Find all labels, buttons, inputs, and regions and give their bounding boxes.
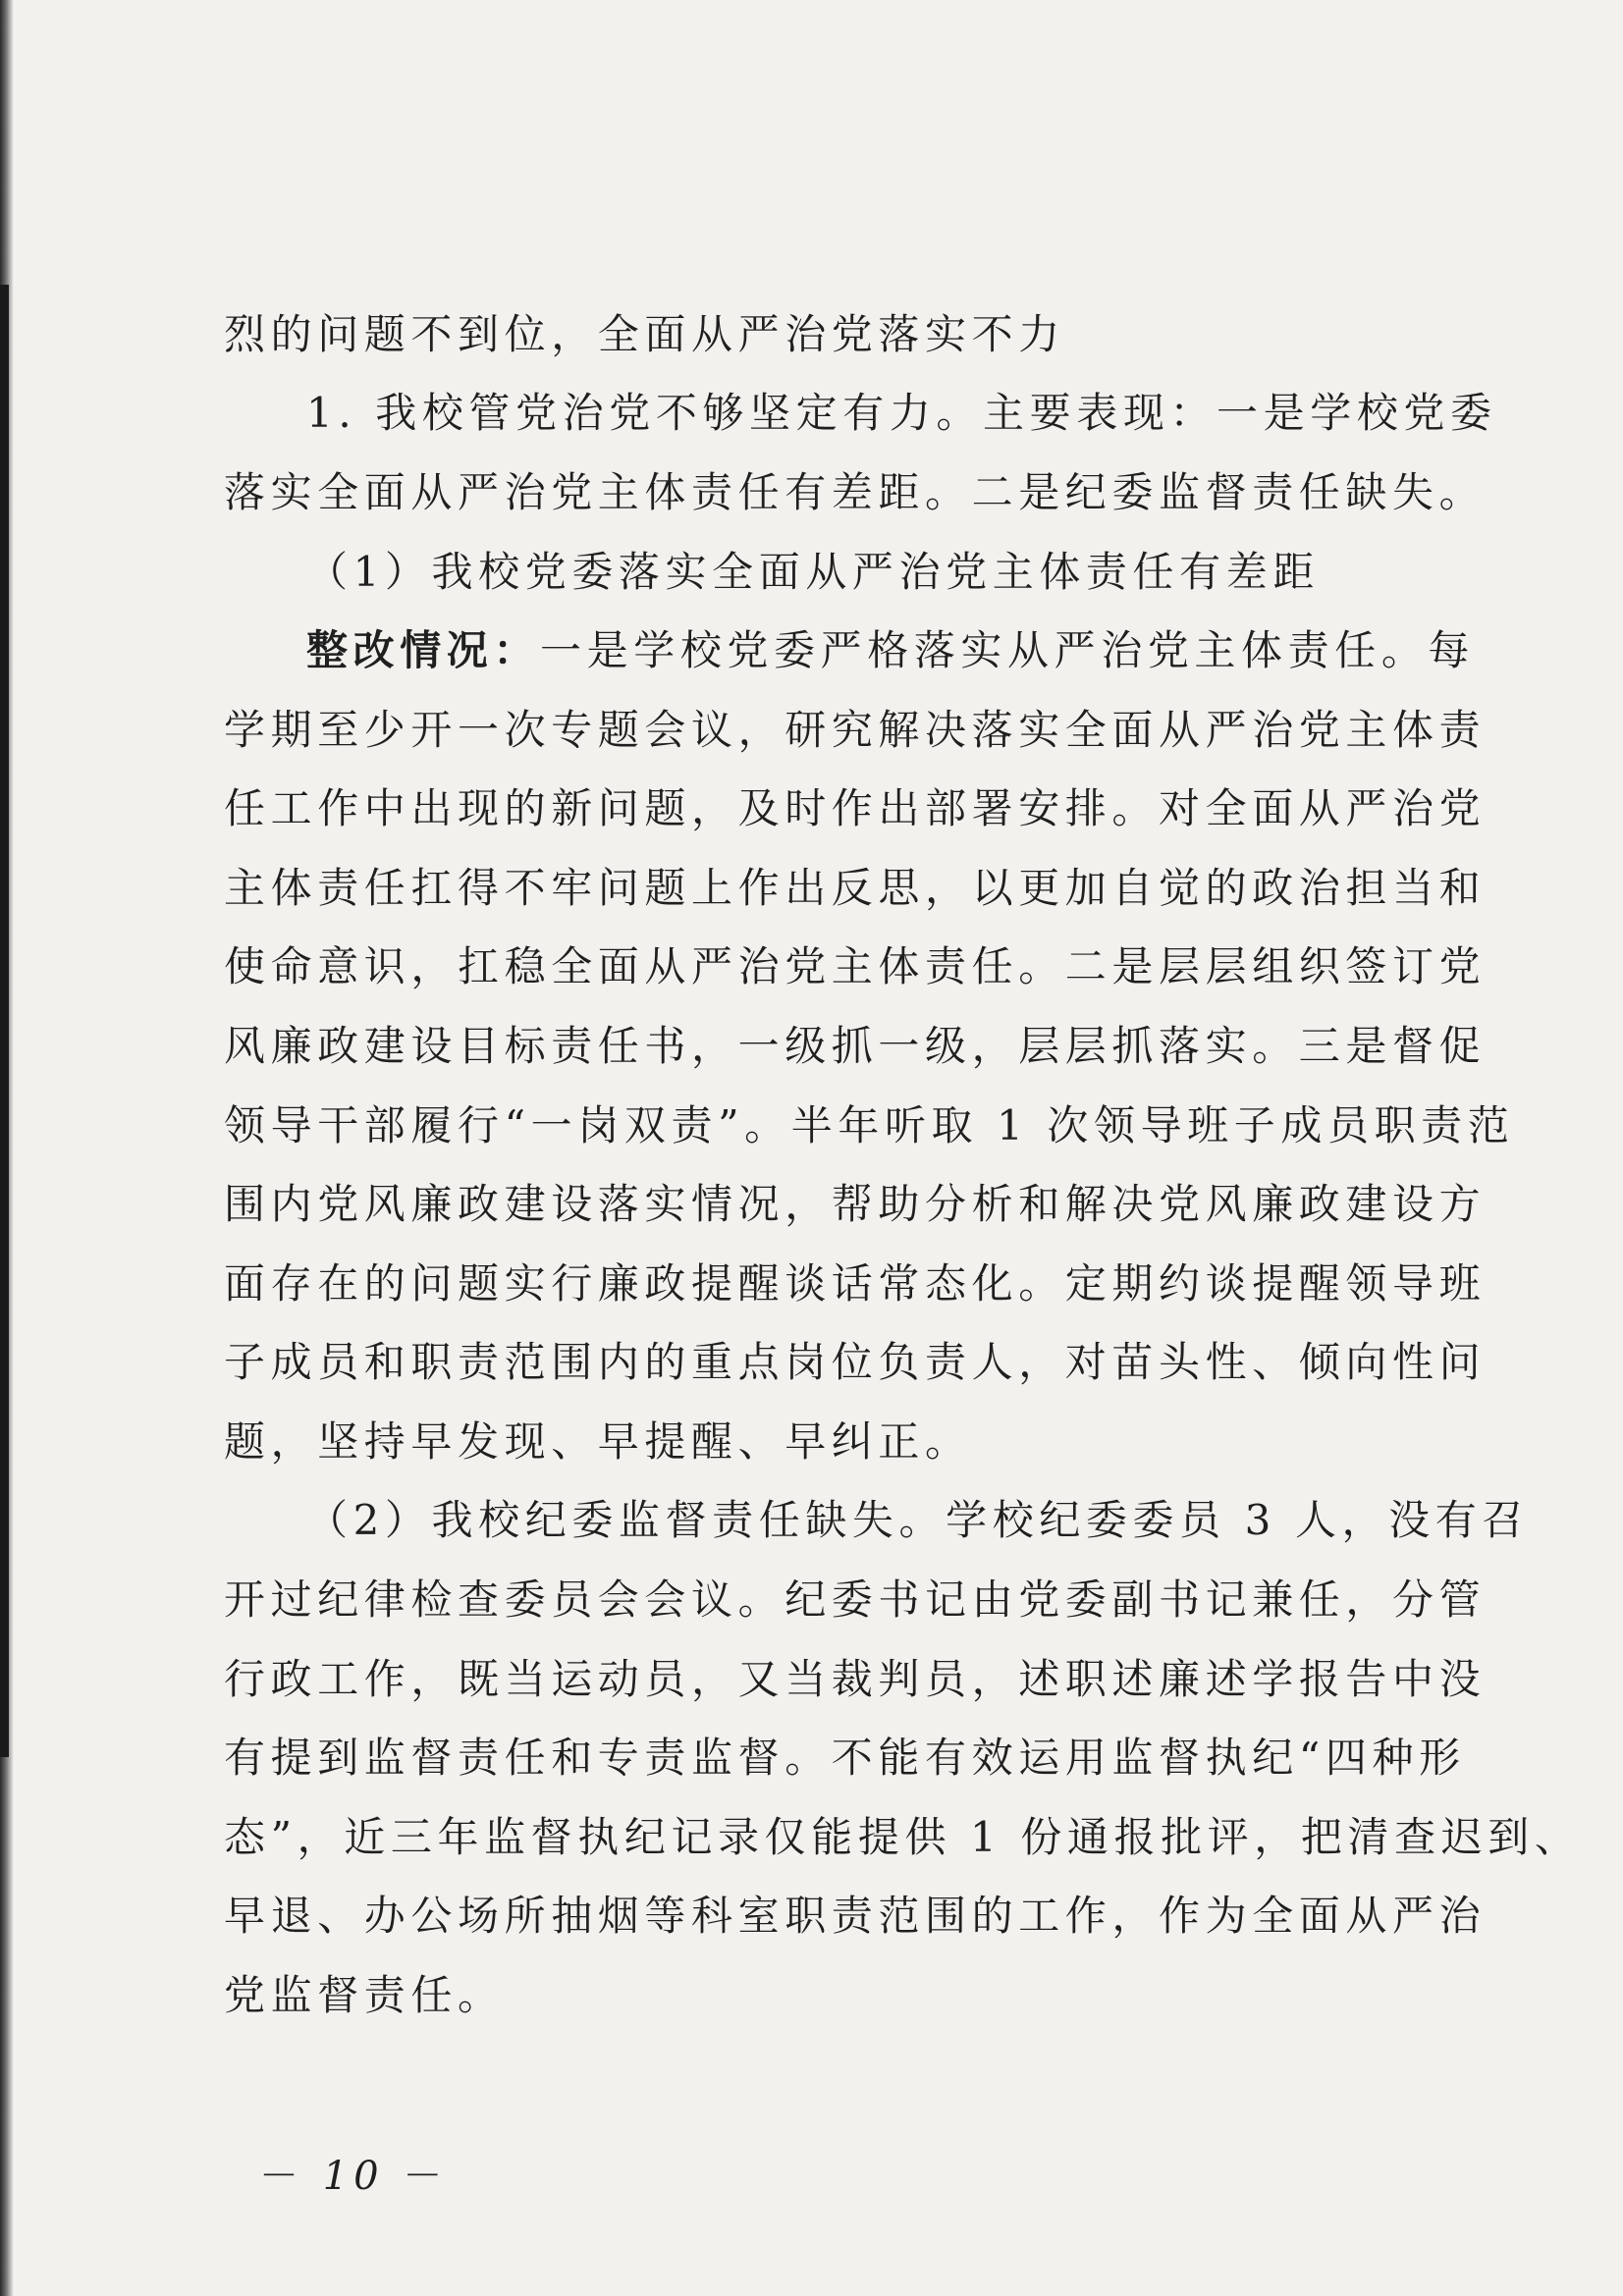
- text-line: 题，坚持早发现、早提醒、早纠正。: [224, 1417, 972, 1466]
- text-line: 主体责任扛得不牢问题上作出反思，以更加自觉的政治担当和: [224, 864, 1487, 912]
- text-line: 态”，近三年监督执纪记录仅能提供 1 份通报批评，把清查迟到、: [224, 1813, 1582, 1861]
- text-line: 落实全面从严治党主体责任有差距。二是纪委监督责任缺失。: [224, 468, 1487, 516]
- text-line: 领导干部履行“一岗双责”。半年听取 1 次领导班子成员职责范: [224, 1101, 1515, 1149]
- text-line: 风廉政建设目标责任书，一级抓一级，层层抓落实。三是督促: [224, 1022, 1487, 1070]
- text-line: （2）我校纪委监督责任缺失。学校纪委委员 3 人，没有召: [306, 1496, 1529, 1544]
- text-line: 开过纪律检查委员会会议。纪委书记由党委副书记兼任，分管: [224, 1575, 1487, 1624]
- rectification-heading: 整改情况：: [306, 626, 541, 674]
- text-line: 围内党风廉政建设落实情况，帮助分析和解决党风廉政建设方: [224, 1180, 1487, 1228]
- text-line: 早退、办公场所抽烟等科室职责范围的工作，作为全面从严治: [224, 1892, 1487, 1940]
- text-line: 学期至少开一次专题会议，研究解决落实全面从严治党主体责: [224, 706, 1487, 754]
- page-number-suffix: －: [403, 2154, 449, 2199]
- text-line: 1. 我校管党治党不够坚定有力。主要表现：一是学校党委: [306, 389, 1497, 437]
- page-number-value: 10: [322, 2154, 385, 2199]
- page-number-prefix: －: [259, 2154, 304, 2199]
- text-line: 使命意识，扛稳全面从严治党主体责任。二是层层组织签订党: [224, 942, 1487, 990]
- text-line: 子成员和职责范围内的重点岗位负责人，对苗头性、倾向性问: [224, 1338, 1487, 1386]
- text-line: 有提到监督责任和专责监督。不能有效运用监督执纪“四种形: [224, 1734, 1466, 1782]
- text-line: 行政工作，既当运动员，又当裁判员，述职述廉述学报告中没: [224, 1655, 1487, 1703]
- text-line: 面存在的问题实行廉政提醒谈话常态化。定期约谈提醒领导班: [224, 1259, 1487, 1308]
- text-line: 烈的问题不到位，全面从严治党落实不力: [224, 310, 1065, 358]
- text-line: 党监督责任。: [224, 1971, 505, 2019]
- text-line: （1）我校党委落实全面从严治党主体责任有差距: [306, 548, 1320, 596]
- page-binding-edge: [0, 285, 9, 1757]
- text-line: 任工作中出现的新问题，及时作出部署安排。对全面从严治党: [224, 784, 1487, 832]
- text-line: [306, 624, 1485, 677]
- text-span: 一是学校党委严格落实从严治党主体责任。每: [540, 626, 1476, 674]
- page-number: [259, 2145, 448, 2201]
